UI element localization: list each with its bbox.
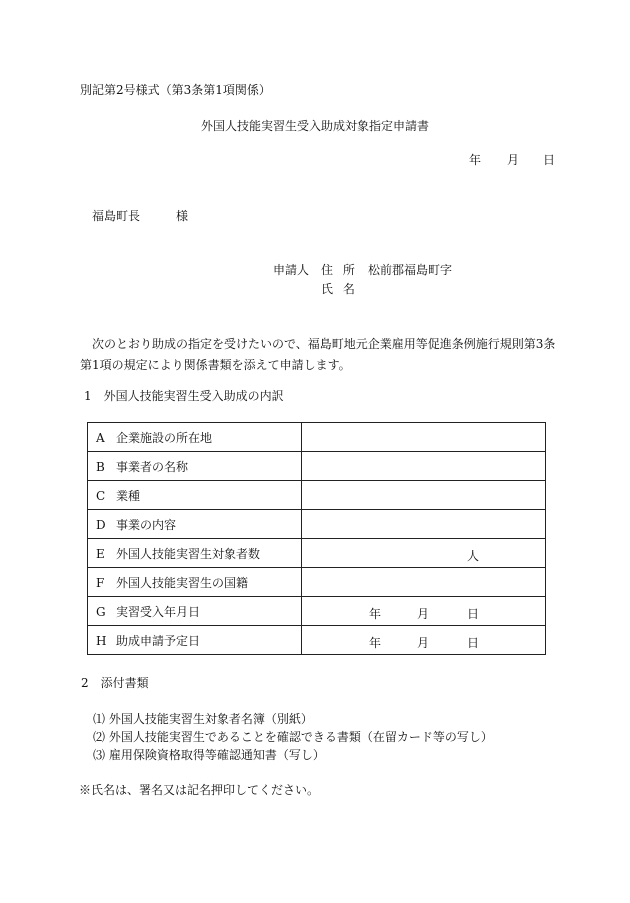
address-label: 住 所	[321, 263, 355, 277]
row-label: 事業者の名称	[116, 459, 189, 474]
row-value-cell	[302, 481, 546, 510]
attachment-item: ⑴ 外国人技能実習生対象者名簿（別紙）	[93, 712, 313, 726]
row-label-cell	[88, 597, 302, 626]
applicant-label: 申請人	[273, 263, 310, 277]
date-year-unit: 年	[369, 636, 382, 650]
row-label: 実習受入年月日	[116, 604, 201, 619]
name-label: 氏 名	[321, 282, 355, 296]
row-label-cell	[88, 568, 302, 597]
section-1-title: 1 外国人技能実習生受入助成の内訳	[84, 389, 284, 403]
row-label-cell	[88, 539, 302, 568]
row-code: A	[96, 430, 105, 445]
date-month-unit: 月	[417, 636, 430, 650]
row-code: G	[96, 604, 106, 619]
date-month-label: 月	[507, 153, 520, 167]
row-value-cell	[302, 510, 546, 539]
row-code: F	[96, 575, 105, 590]
row-code: H	[96, 633, 107, 648]
date-day-label: 日	[543, 153, 556, 167]
row-value-cell	[302, 626, 546, 655]
table-row	[88, 510, 546, 539]
table-row	[88, 539, 546, 568]
document-title: 外国人技能実習生受入助成対象指定申請書	[200, 119, 429, 133]
row-label-cell	[88, 481, 302, 510]
row-value-cell	[302, 568, 546, 597]
row-value-cell	[302, 423, 546, 452]
row-label: 業種	[116, 488, 141, 503]
attachment-item: ⑶ 雇用保険資格取得等確認通知書（写し）	[93, 748, 325, 762]
addressee-name: 福島町長	[92, 209, 141, 223]
table-row	[88, 452, 546, 481]
row-code: B	[96, 459, 105, 474]
row-label-cell	[88, 510, 302, 539]
table-row	[88, 626, 546, 655]
row-label: 助成申請予定日	[116, 633, 201, 648]
row-label-cell	[88, 423, 302, 452]
row-code: D	[96, 517, 106, 532]
details-table	[87, 422, 546, 655]
date-day-unit: 日	[467, 636, 480, 650]
row-code: C	[96, 488, 106, 503]
section-2-title: 2 添付書類	[81, 676, 149, 690]
row-label-cell	[88, 626, 302, 655]
row-label: 外国人技能実習生対象者数	[116, 546, 261, 561]
date-day-unit: 日	[467, 607, 480, 621]
row-label: 企業施設の所在地	[116, 430, 213, 445]
date-month-unit: 月	[417, 607, 430, 621]
date-year-label: 年	[469, 153, 482, 167]
addressee-honorific: 様	[176, 209, 189, 223]
table-row	[88, 481, 546, 510]
table-row	[88, 597, 546, 626]
table-row	[88, 568, 546, 597]
body-text: 次のとおり助成の指定を受けたいので、福島町地元企業雇用等促進条例施行規則第3条第1項の規定により関係書類を添えて申請します。	[80, 337, 556, 372]
attachment-item: ⑵ 外国人技能実習生であることを確認できる書類（在留カード等の写し）	[93, 730, 493, 744]
row-label: 外国人技能実習生の国籍	[116, 575, 249, 590]
row-label-cell	[88, 452, 302, 481]
row-value-cell	[302, 452, 546, 481]
row-label: 事業の内容	[116, 517, 177, 532]
form-code: 別記第2号様式（第3条第1項関係）	[80, 83, 271, 97]
unit-persons: 人	[467, 549, 480, 563]
signature-note: ※氏名は、署名又は記名押印してください。	[79, 783, 320, 797]
table-row	[88, 423, 546, 452]
row-code: E	[96, 546, 105, 561]
row-value-cell	[302, 597, 546, 626]
address-value: 松前郡福島町字	[368, 263, 453, 277]
row-value-cell	[302, 539, 546, 568]
date-year-unit: 年	[369, 607, 382, 621]
